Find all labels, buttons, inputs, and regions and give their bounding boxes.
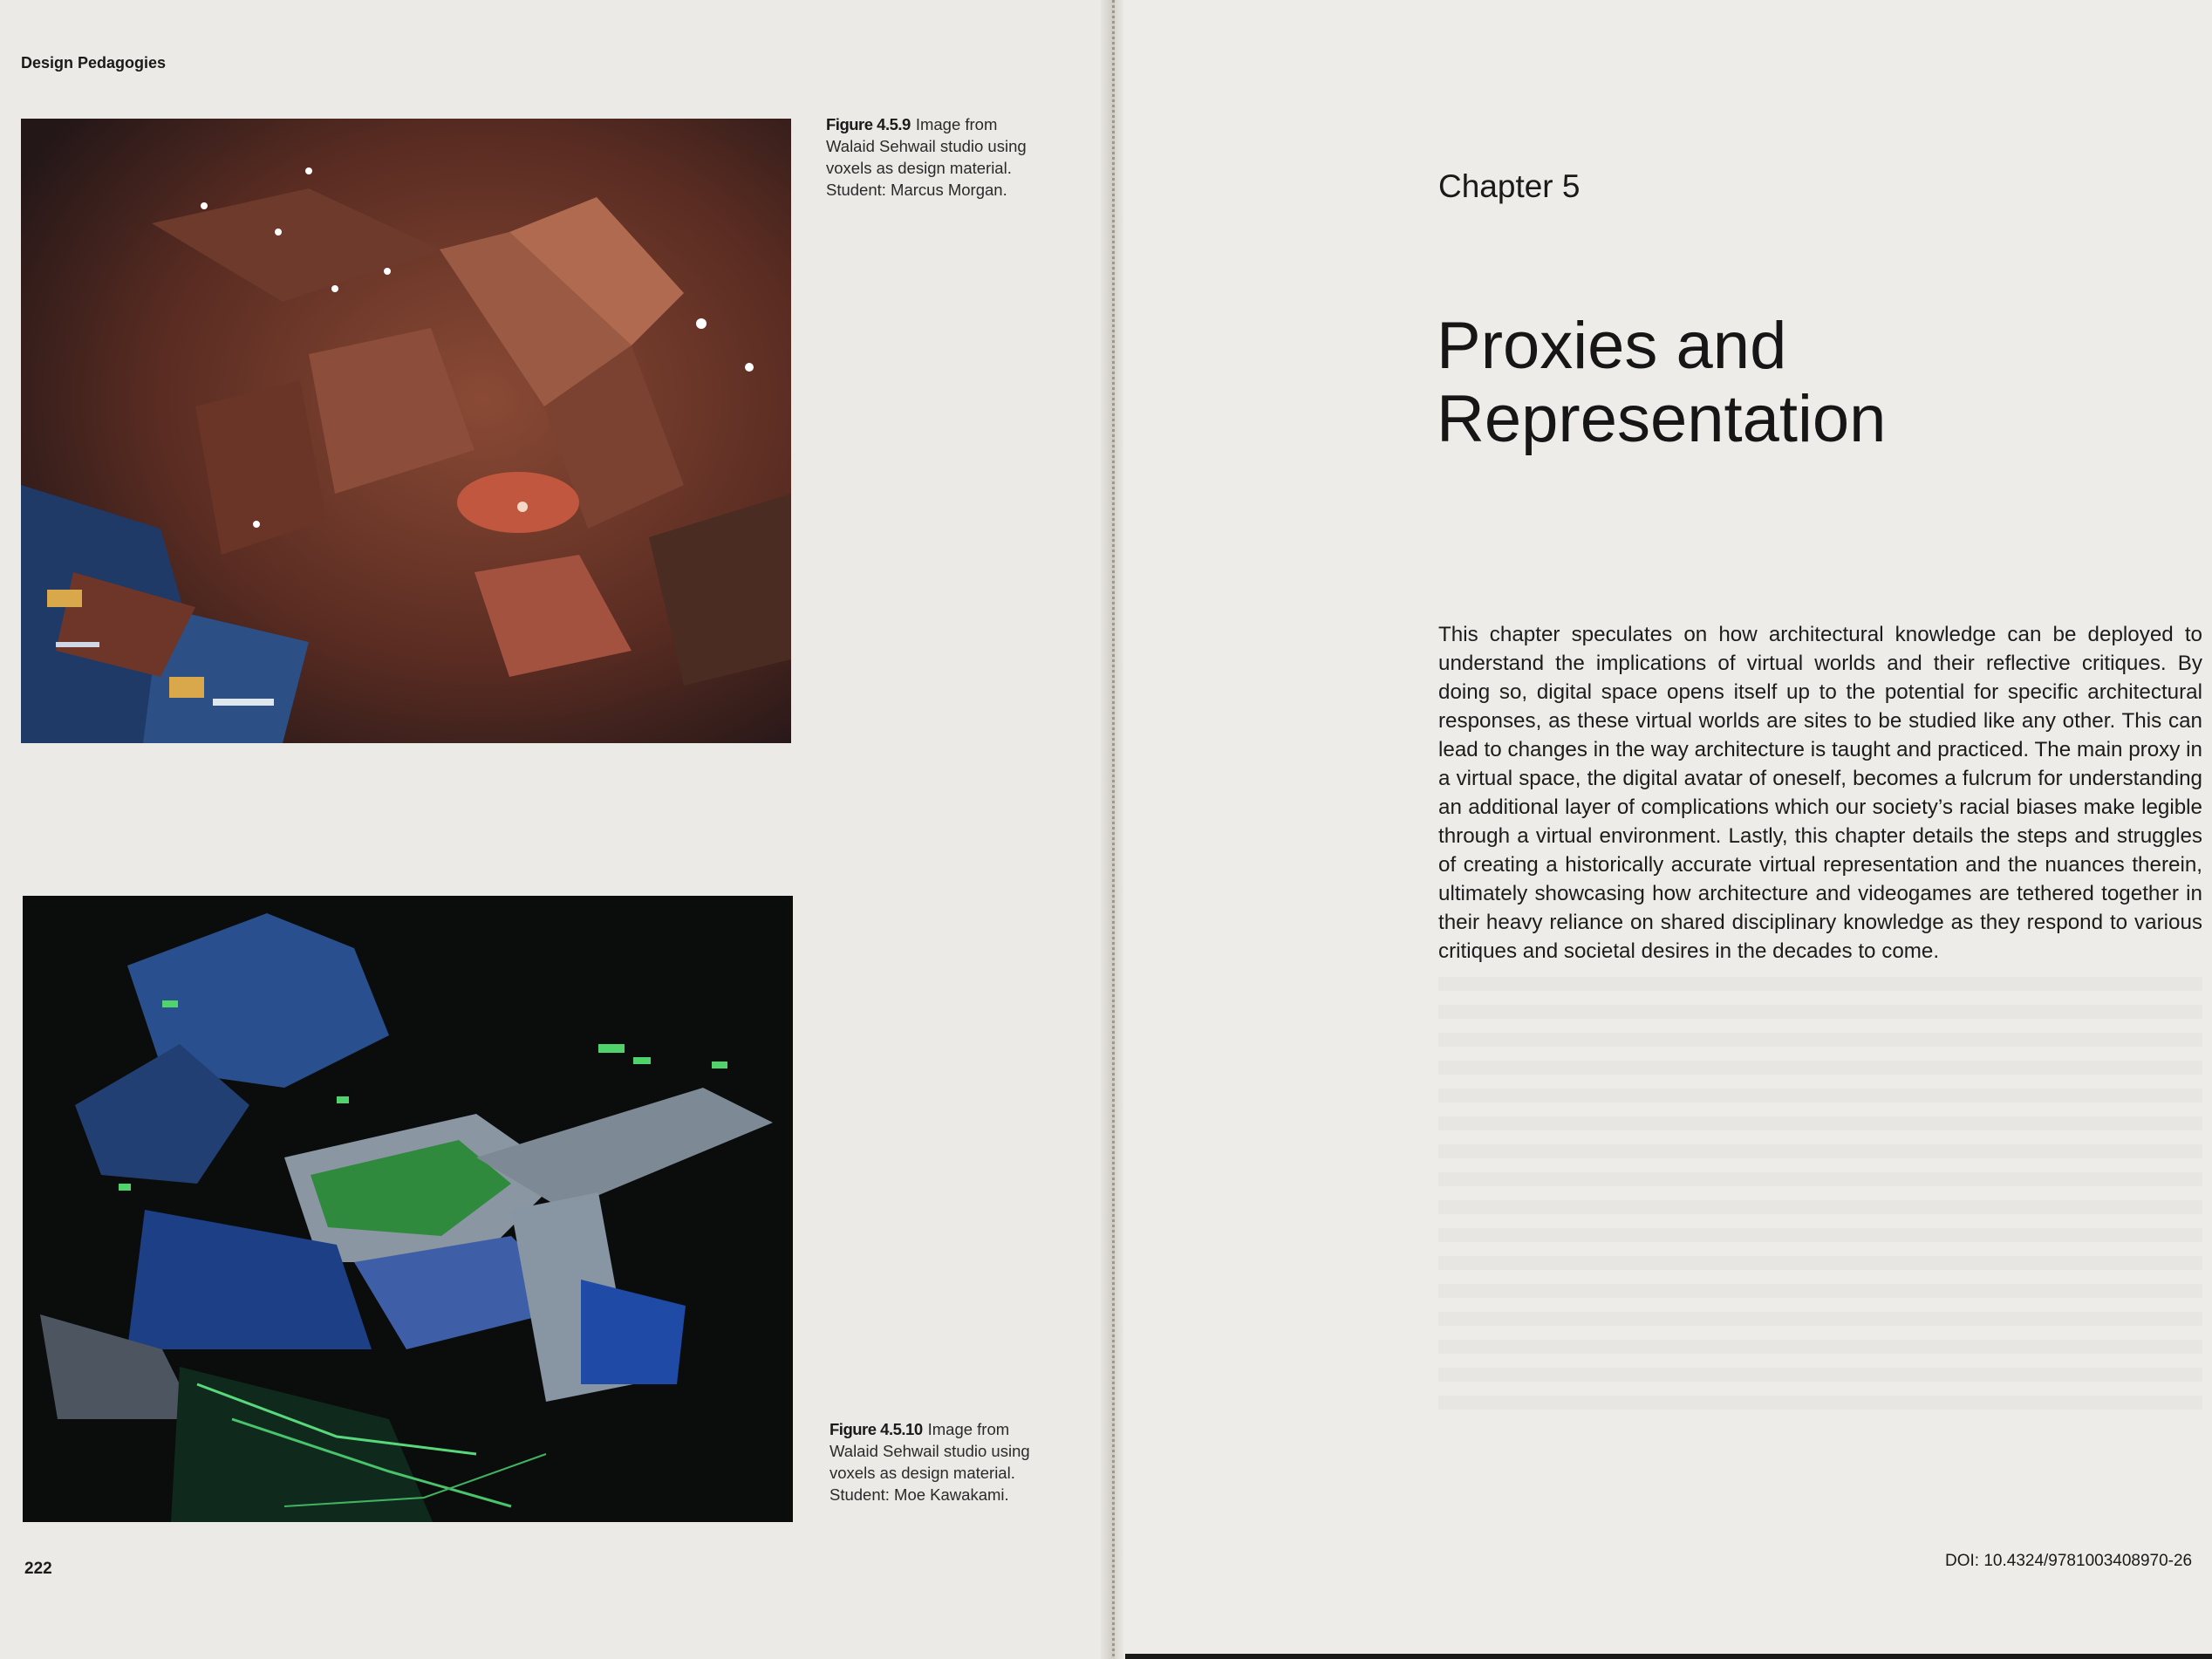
figure-caption-text: Image from Walaid Sehwail studio using voxels as design material. Student: Moe Kawakami.	[830, 1420, 1030, 1504]
chapter-label: Chapter 5	[1438, 168, 1580, 204]
binding-stitch	[1112, 0, 1115, 1659]
chapter-abstract: This chapter speculates on how architectural knowledge can be deployed to understand the implications of virtual worlds and their reflective critiques. By doing so, digital space opens itself up to the potential for specific architectural responses, as these virtual worlds are sites to be studied like any other. This can lead to changes in the way architecture is taught and practiced. The main proxy in a virtual space, the digital avatar of oneself, becomes a fulcrum for understanding an additional layer of complications which our society’s racial biases make legible through a virtual environment. Lastly, this chapter details the steps and struggles of creating a historically accurate virtual representation and the nuances therein, ultimately showcasing how architecture and videogames are tethered together in their heavy reliance on shared disciplinary knowledge as they respond to various critiques and societal desires in the decades to come.	[1438, 623, 2202, 963]
figure-caption-text: Image from Walaid Sehwail studio using voxels as design material. Student: Marcus Morgan.	[826, 115, 1027, 199]
chapter-title	[1437, 310, 2134, 456]
show-through-text	[1438, 977, 2202, 1413]
voxel-city-blue-green-render	[23, 896, 793, 1522]
figure-number: Figure 4.5.9	[826, 115, 911, 133]
voxel-city-orange-render	[21, 119, 791, 743]
figure-number: Figure 4.5.10	[830, 1420, 923, 1438]
doi-label: DOI: 10.4324/9781003408970-26	[1945, 1552, 2193, 1570]
figure-4-5-10-caption	[830, 1418, 1034, 1505]
figure-4-5-9-caption	[826, 113, 1031, 201]
figure-4-5-9-image	[21, 119, 791, 743]
running-head: Design Pedagogies	[21, 54, 167, 72]
figure-4-5-10-image	[23, 896, 793, 1522]
page-number: 222	[24, 1560, 52, 1578]
chapter-title-line-1: Proxies and	[1437, 309, 1787, 383]
page-bottom-edge	[1125, 1654, 2212, 1659]
chapter-title-line-2: Representation	[1437, 382, 1887, 456]
